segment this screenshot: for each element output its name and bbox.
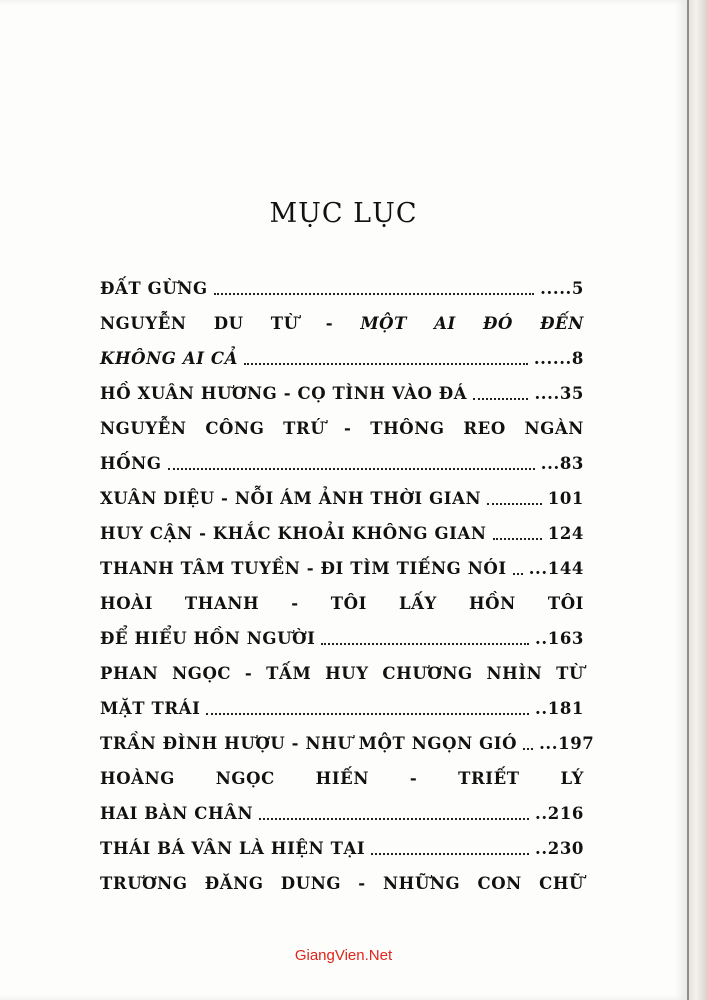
toc-entry-label: XUÂN DIỆU - NỖI ÁM ẢNH THỜI GIAN <box>100 489 482 508</box>
page-edge <box>689 0 707 1000</box>
toc-entry <box>100 621 584 656</box>
toc-leader-dots <box>523 748 533 750</box>
toc-entry-label-italic: MỘT AI ĐÓ ĐẾN <box>360 314 584 333</box>
toc-entry-label: ĐẤT GỪNG <box>100 279 208 298</box>
toc-entry <box>100 446 584 481</box>
toc-entry <box>100 341 584 376</box>
toc-entry-label: HOÀI THANH - TÔI LẤY HỒN TÔI <box>100 594 584 613</box>
toc-leader-dots <box>493 538 542 540</box>
toc-leader-dots <box>214 293 534 295</box>
toc-leader-dots <box>513 573 523 575</box>
toc-entry <box>100 376 584 411</box>
toc-entry <box>100 761 584 796</box>
toc-page-number: ...144 <box>528 559 584 578</box>
toc-leader-dots <box>371 853 529 855</box>
toc-entry-label <box>100 349 238 368</box>
toc-entry <box>100 586 584 621</box>
toc-leader-dots <box>168 468 535 470</box>
toc-page-number: ......8 <box>533 349 584 368</box>
toc-entry <box>100 306 584 341</box>
toc-entry <box>100 411 584 446</box>
watermark: GiangVien.Net <box>294 947 393 964</box>
page-title: MỤC LỤC <box>269 198 418 229</box>
toc-entry-label: HOÀNG NGỌC HIẾN - TRIẾT LÝ <box>100 769 584 788</box>
toc-entry-label-italic: KHÔNG AI CẢ <box>100 349 239 368</box>
toc-entry <box>100 516 584 551</box>
toc-page-number: 101 <box>547 489 584 508</box>
toc-leader-dots <box>487 503 542 505</box>
toc-entry-label: HỒ XUÂN HƯƠNG - CỌ TÌNH VÀO ĐÁ <box>100 384 468 403</box>
toc-entry-label: ĐỂ HIỂU HỒN NGƯỜI <box>100 629 316 648</box>
toc-entry <box>100 831 584 866</box>
toc-page-number: ...83 <box>540 454 584 473</box>
toc-page-number: ....35 <box>534 384 584 403</box>
toc-page-number: 124 <box>547 524 584 543</box>
toc-leader-dots <box>473 398 528 400</box>
toc-entry <box>100 481 584 516</box>
toc-page-number: ..163 <box>535 629 584 648</box>
toc-entry <box>100 551 584 586</box>
toc-page-number: ..230 <box>535 839 584 858</box>
toc-entry <box>100 796 584 831</box>
toc-entry <box>100 726 595 761</box>
toc-page-number: ..181 <box>535 699 584 718</box>
toc-entry-label: THANH TÂM TUYỀN - ĐI TÌM TIẾNG NÓI <box>100 559 507 578</box>
toc-entry-label: THÁI BÁ VÂN LÀ HIỆN TẠI <box>100 839 366 858</box>
toc-entry-label: TRƯƠNG ĐĂNG DUNG - NHỮNG CON CHỮ <box>100 874 584 893</box>
toc-page-number: .....5 <box>540 279 584 298</box>
toc-leader-dots <box>206 713 529 715</box>
toc-leader-dots <box>244 363 528 365</box>
toc-entry-label: NGUYỄN CÔNG TRỨ - THÔNG REO NGÀN <box>100 419 584 438</box>
toc-entry-label: HAI BÀN CHÂN <box>100 804 254 823</box>
toc-leader-dots <box>321 643 529 645</box>
toc-entry <box>100 866 584 901</box>
toc-entry-label: HUY CẬN - KHẮC KHOẢI KHÔNG GIAN <box>100 524 487 543</box>
table-of-contents <box>100 271 595 901</box>
toc-entry <box>100 656 584 691</box>
toc-entry-label: PHAN NGỌC - TẤM HUY CHƯƠNG NHÌN TỪ <box>100 664 584 683</box>
toc-entry-label: NGUYỄN DU TỪ - MỘT AI ĐÓ ĐẾN <box>100 314 584 333</box>
toc-page-number: ..216 <box>535 804 584 823</box>
toc-entry <box>100 691 584 726</box>
toc-page-number: ...197 <box>539 734 595 753</box>
toc-entry-label: MẶT TRÁI <box>100 699 201 718</box>
toc-leader-dots <box>259 818 529 820</box>
toc-entry-label: HỐNG <box>100 454 162 473</box>
toc-entry-label: TRẦN ĐÌNH HƯỢU - NHƯ MỘT NGỌN GIÓ <box>100 734 518 753</box>
toc-entry <box>100 271 584 306</box>
